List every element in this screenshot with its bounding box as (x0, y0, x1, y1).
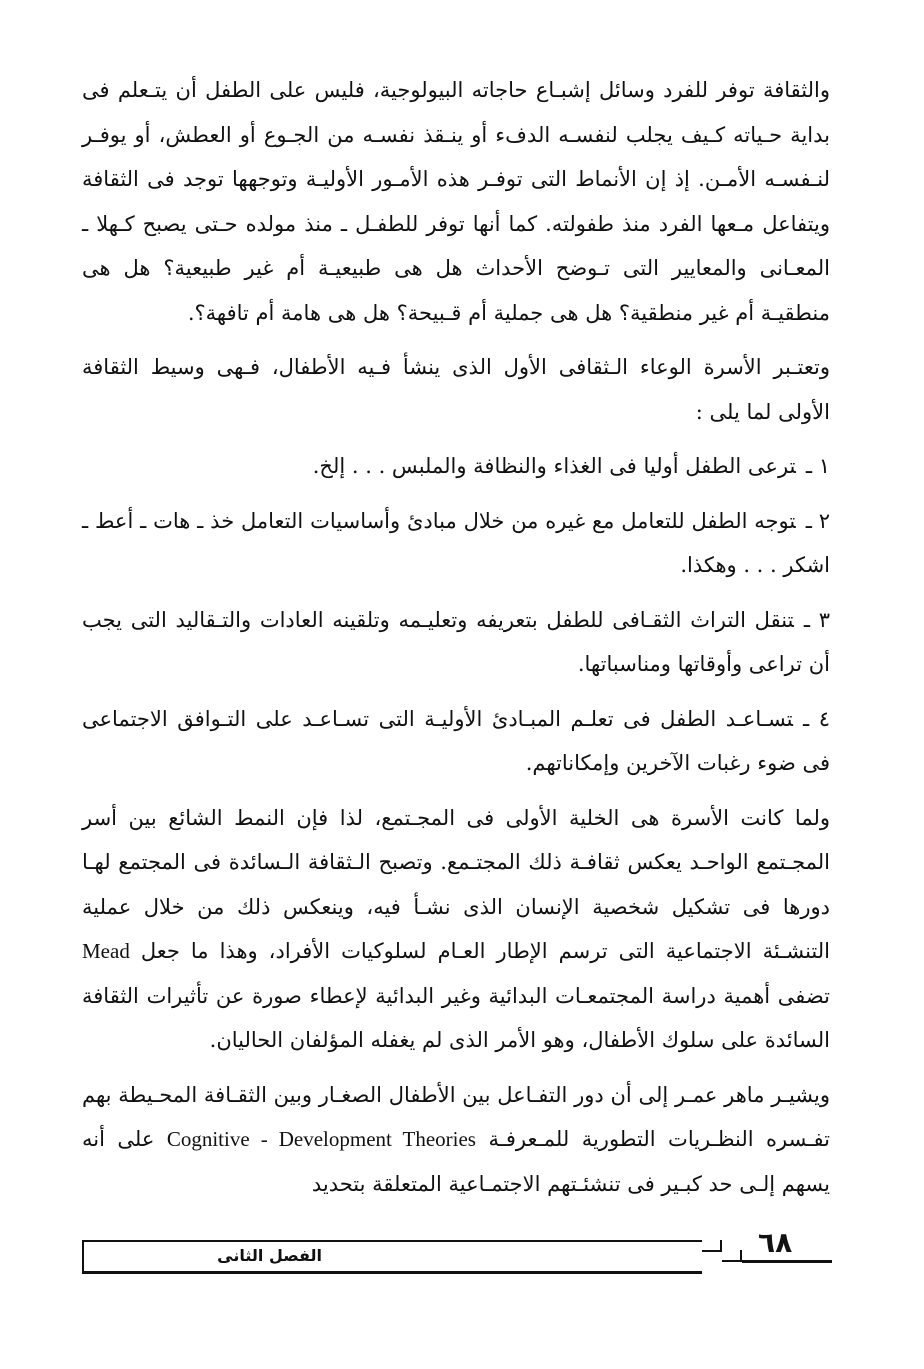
chapter-title: الفصل الثانى (217, 1246, 322, 1265)
list-item (82, 598, 830, 687)
paragraph-1: والثقافة توفر للفرد وسائل إشبـاع حاجاته البيولوجية، فليس على الطفل أن يتـعلم فى بداية حـياته كـيف يجلب لنفسـه الدفء أو ينـقذ نفسـه من الجـوع أو العطش، أو يوفـر لنـفسـه الأمـن. إذ إن الأنماط التى توفـر هذه الأمـور الأوليـة وتوجهها توجد فى الثقافة ويتفاعل مـعها الفرد منذ طفولته. كما أنها توفر للطفـل ـ منذ مولده حـتى يصبح كـهلا ـ المعـانى والمعايير التى تـوضح الأحداث هل هى طبيعيـة أم غير طبيعية؟ هل هى منطقيـة أم غير منطقية؟ هل هى جملية أم قـبيحة؟ هل هى هامة أم تافهة؟. (82, 78, 830, 325)
page-footer (82, 1226, 832, 1278)
list-item (82, 444, 830, 489)
paragraph-2: وتعتـبر الأسرة الوعاء الـثقافى الأول الذى ينشأ فـيه الأطفال، فـهى وسيط الثقافة الأولى لما يلى : (82, 355, 830, 424)
list-item-text: تنقل التراث الثقـافى للطفل بتعريفه وتعليـمه وتلقينه العادات والتـقاليد التى يجب أن تراعى وأوقاتها ومناسباتها. (82, 607, 830, 676)
list-item-number: ٣ ـ (803, 607, 831, 632)
list-item-number: ٤ ـ (803, 706, 831, 731)
list-item-text: ترعى الطفل أوليا فى الغذاء والنظافة والملبس . . . إلخ. (312, 454, 796, 478)
theory-name-latin: Cognitive - Development Theories (166, 1127, 476, 1151)
footer-step-decoration (702, 1240, 722, 1252)
paragraph-3-end: تضفى أهمية دراسة المجتمعـات البدائية وغير البدائية لإعطاء صورة عن تأثيرات الثقافة السائدة على سلوك الأطفال، وهو الأمر الذى لم يغفله المؤلفان الحاليان. (82, 983, 830, 1052)
list-item-number: ١ ـ (805, 454, 830, 478)
list-item (82, 697, 830, 786)
author-name-latin: Mead (82, 939, 130, 963)
paragraph-4-end: على أنه يسهم إلـى حد كبـير فى تنشئـتهم الاجتمـاعية المتعلقة بتحديد (82, 1127, 830, 1196)
paragraph-4-start: ويشيـر ماهر عمـر إلى أن دور التفـاعل بين الأطفال الصغـار وبين الثقـافة المحـيطة بهم تفـسره النظـريات التطورية للمـعرفـة (82, 1082, 830, 1151)
footer-step-decoration (722, 1250, 742, 1262)
list-item-text: توجه الطفل للتعامل مع غيره من خلال مبادئ وأساسيات التعامل خذ ـ هات ـ أعط ـ اشكر . . . وهكذا. (82, 508, 830, 577)
functions-list (82, 444, 830, 786)
footer-rule (742, 1260, 832, 1263)
list-item-text: تسـاعـد الطفل فى تعلـم المبـادئ الأوليـة التى تسـاعـد على التـوافق الاجتماعى فى ضوء رغبات الآخرين وإمكاناتهم. (82, 706, 830, 775)
list-item (82, 499, 830, 588)
paragraph-3 (82, 796, 830, 1063)
paragraph-4 (82, 1073, 830, 1207)
paragraph-3-start: ولما كانت الأسرة هى الخلية الأولى فى المجـتمع، لذا فإن النمط الشائع بين أسر المجـتمع الواحـد يعكس ثقافـة ذلك المجتـمع. وتصبح الـثقافة الـسائدة فى المجتمع لهـا دورها فى تشكيل شخصية الإنسان الذى نشـأ فيه، وينعكس ذلك من خلال عملية التنشـئة الاجتماعية التى ترسم الإطار العـام لسلوكيات الأفراد، وهذا ما جعل (82, 805, 830, 963)
page-body (82, 68, 830, 1216)
list-item-number: ٢ ـ (805, 508, 830, 533)
page-number: ٦٨ (758, 1226, 793, 1259)
